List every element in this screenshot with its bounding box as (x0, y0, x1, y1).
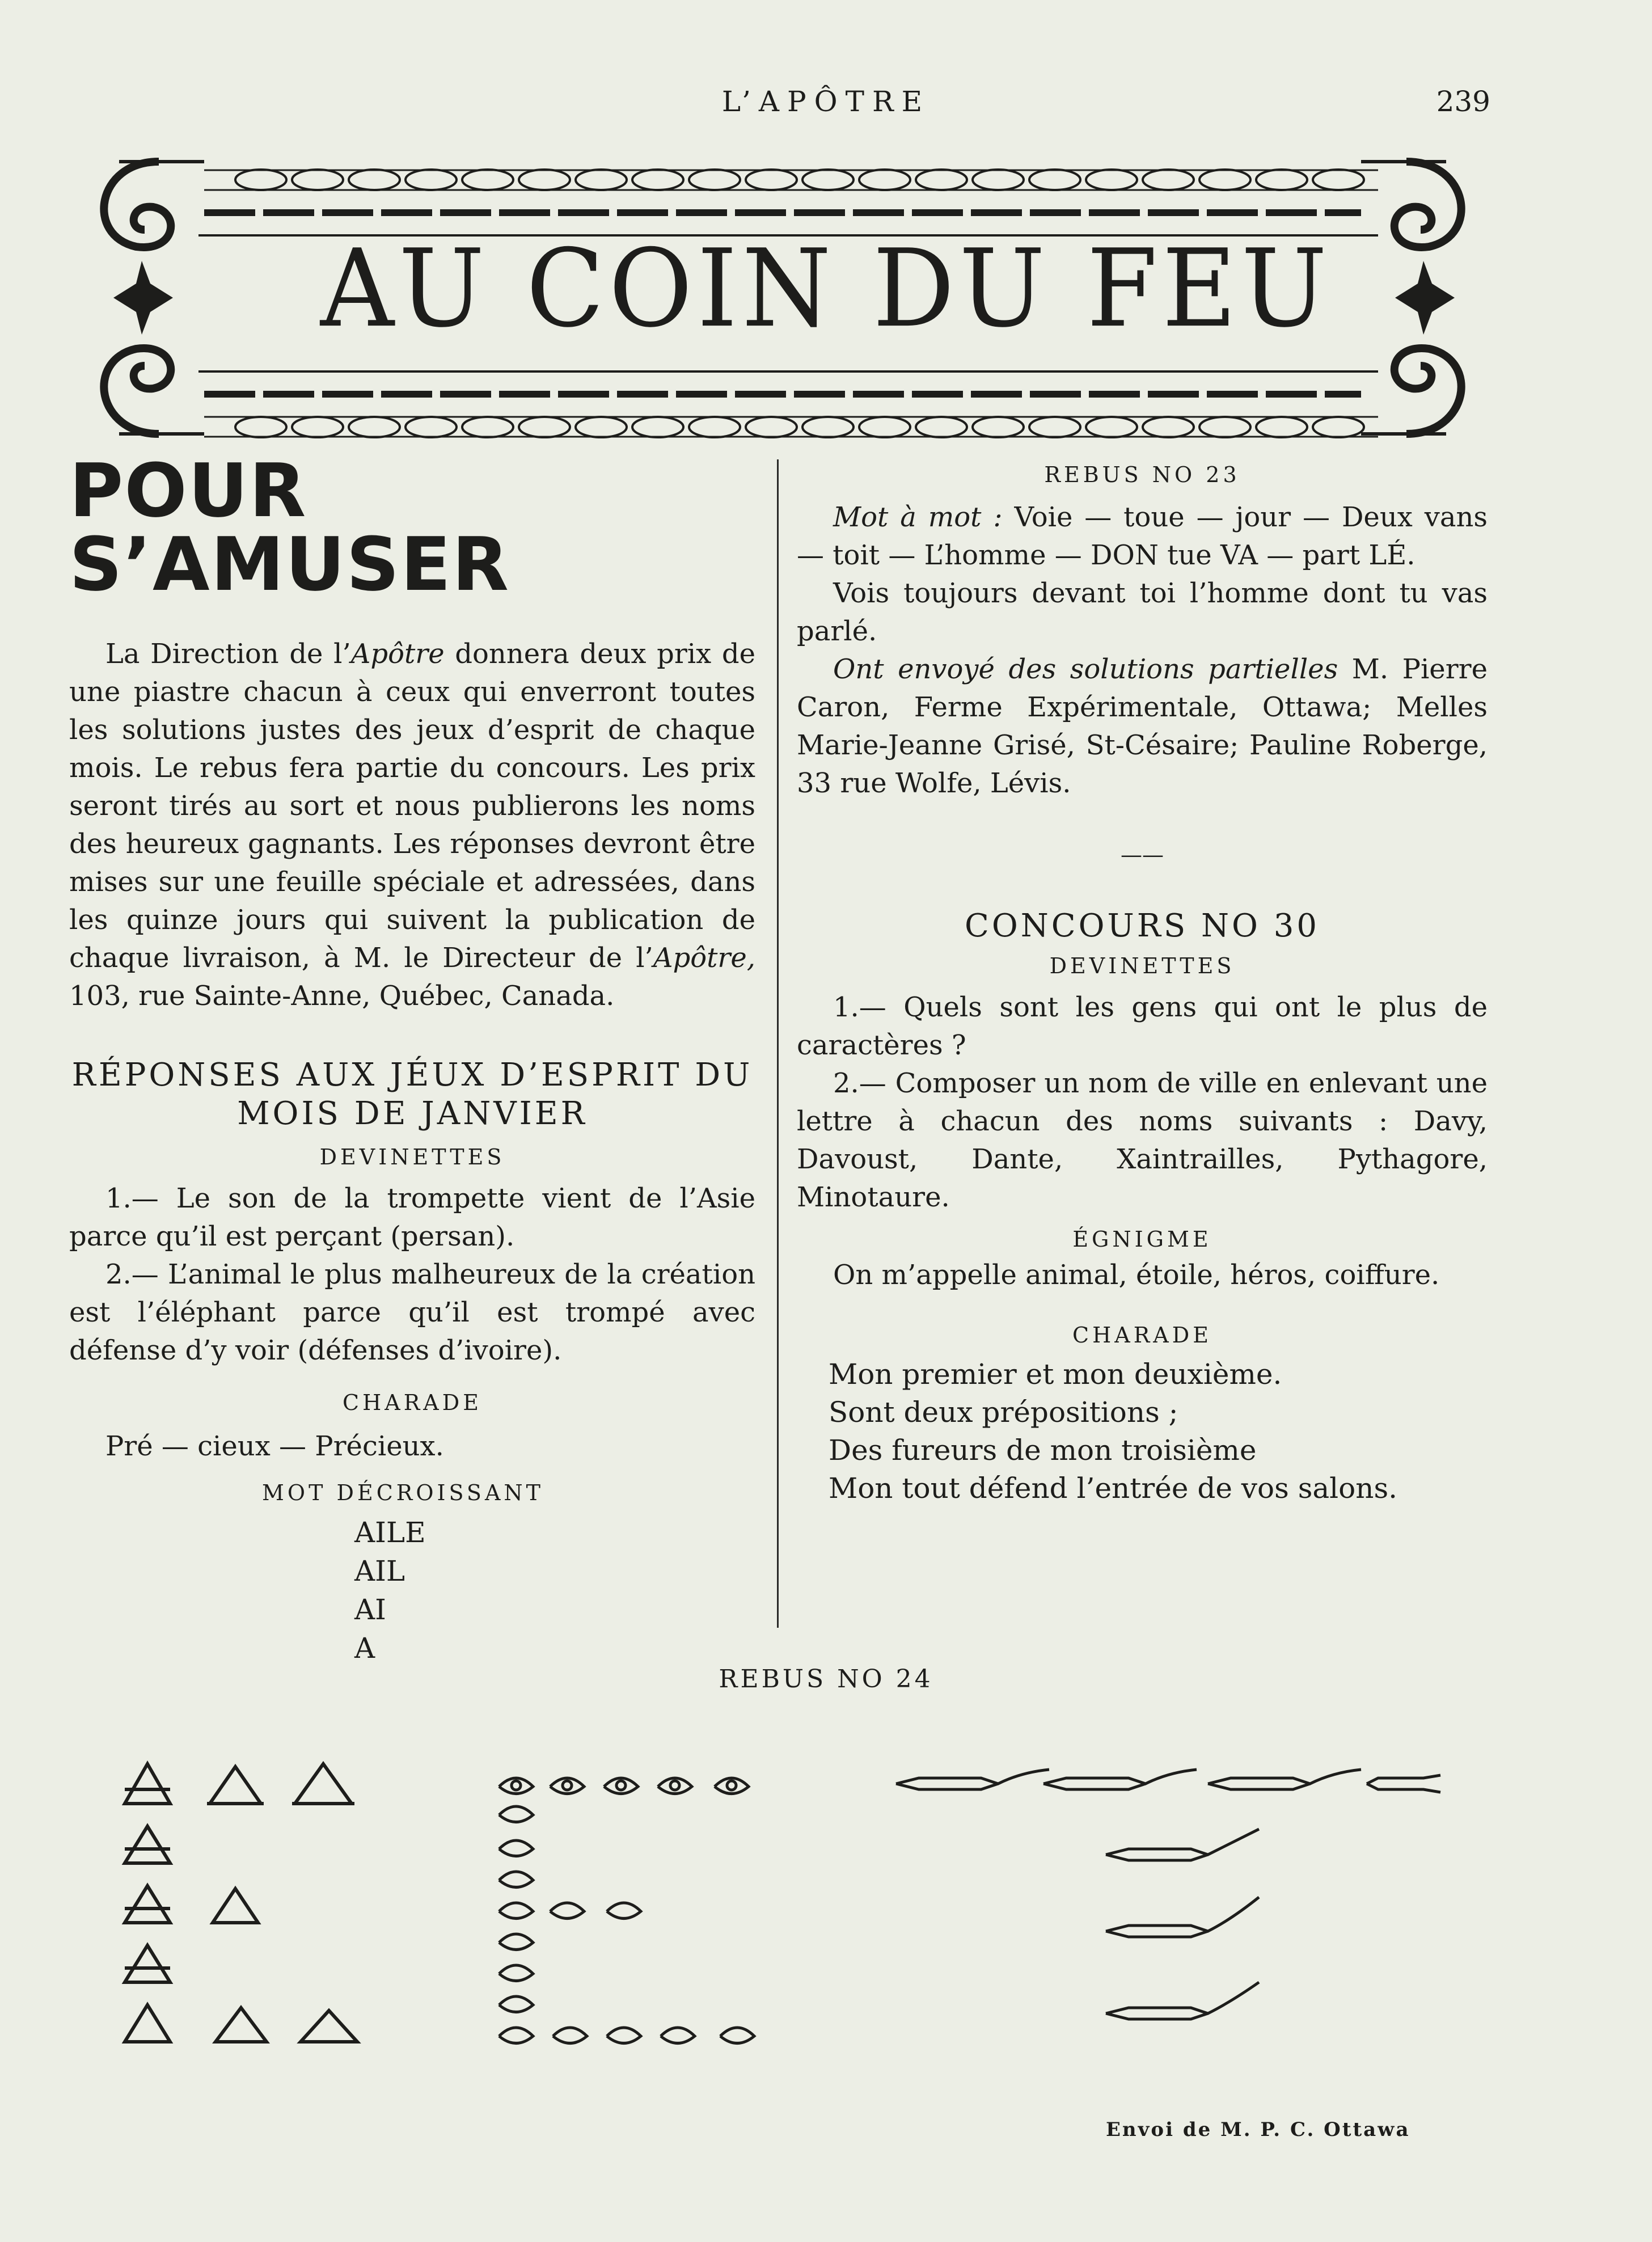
envoi-credit: Envoi de M. P. C. Ottawa (1106, 2118, 1410, 2141)
running-head: L’APÔTRE (721, 85, 931, 118)
enigme-label: ÉGNIGME (1072, 1227, 1212, 1252)
mot-decroissant-list (69, 1513, 755, 1667)
concours-charade-label: CHARADE (1072, 1323, 1212, 1348)
banner-title: AU COIN DU FEU (320, 226, 1332, 352)
charade-poem (797, 1356, 1488, 1508)
page-number: 239 (1436, 85, 1490, 118)
triangle-icon (125, 1764, 357, 2042)
rebus-23-solution: Vois toujours devant toi l’homme dont tu vas parlé. (797, 577, 1488, 647)
intro-paragraph: La Direction de l’Apôtre donnera deux prix de une piastre chacun à ceux qui enverront toutes les solutions justes des jeux d’esprit de chaque mois. Le rebus fera partie du concours. Les prix seront tirés au sort et nous publierons les noms des heureux gagnants. Les réponses devront être mises sur une feuille spéciale et adressées, dans les quinze jours qui suivent la publication de chaque livraison, à M. le Directeur de l’Apôtre, 103, rue Sainte-Anne, Québec, Canada. (69, 638, 755, 1012)
eye-icon (499, 1778, 754, 2043)
separator: —— (1121, 842, 1164, 867)
concours-heading: CONCOURS NO 30 (964, 907, 1320, 944)
scroll-ornament-left-bottom (104, 348, 171, 434)
poem-line: Mon tout défend l’entrée de vos salons. (829, 1472, 1398, 1505)
fish-icon (896, 1770, 1440, 2019)
charade-label: CHARADE (343, 1390, 482, 1415)
mot-decroissant-label: MOT DÉCROISSANT (262, 1480, 544, 1505)
charade-answer: Pré — cieux — Précieux. (105, 1430, 444, 1462)
rebus-24-label: REBUS NO 24 (719, 1665, 933, 1694)
rebus-23-label: REBUS NO 23 (1044, 462, 1240, 487)
concours-devinettes-label: DEVINETTES (1049, 953, 1235, 978)
scroll-ornament-right-bottom (1395, 348, 1461, 434)
answers-heading: RÉPONSES AUX JÉUX D’ESPRIT DU MOIS DE JANVIER (71, 1057, 753, 1132)
right-column (797, 462, 1488, 1508)
poem-line: Des fureurs de mon troisième (829, 1434, 1257, 1467)
rebus-24-illustration (113, 1736, 1531, 2099)
poem-line: Sont deux prépositions ; (829, 1396, 1178, 1429)
section-title: POUR S’AMUSER (69, 447, 510, 607)
poem-line: Mon premier et mon deuxième. (829, 1358, 1282, 1391)
devinette-answer-2: 2.— L’animal le plus malheureux de la création est l’éléphant parce qu’il est trompé avec défense d’y voir (défenses d’ivoire). (69, 1259, 755, 1366)
question-1: 1.— Quels sont les gens qui ont le plus de caractères ? (797, 991, 1488, 1061)
devinettes-label: DEVINETTES (319, 1145, 505, 1169)
list-item: AI (354, 1593, 386, 1626)
left-column (69, 447, 755, 1667)
list-item: A (354, 1632, 375, 1665)
rebus-23-mot-a-mot: Mot à mot : Voie — toue — jour — Deux vans — toit — L’homme — DON tue VA — part LÉ. (797, 501, 1488, 571)
partial-solutions: Ont envoyé des solutions partielles M. Pierre Caron, Ferme Expérimentale, Ottawa; Melles Marie-Jeanne Grisé, St-Césaire; Pauline Roberge, 33 rue Wolfe, Lévis. (797, 653, 1488, 799)
devinette-answer-1: 1.— Le son de la trompette vient de l’Asie parce qu’il est perçant (persan). (69, 1183, 755, 1252)
list-item: AILE (354, 1516, 426, 1549)
column-rule (777, 459, 779, 1628)
list-item: AIL (354, 1555, 405, 1587)
enigme-text: On m’appelle animal, étoile, héros, coiffure. (833, 1259, 1440, 1291)
question-2: 2.— Composer un nom de ville en enlevant une lettre à chacun des noms suivants : Davy, Davoust, Dante, Xaintrailles, Pythagore, Minotaure. (797, 1067, 1488, 1213)
